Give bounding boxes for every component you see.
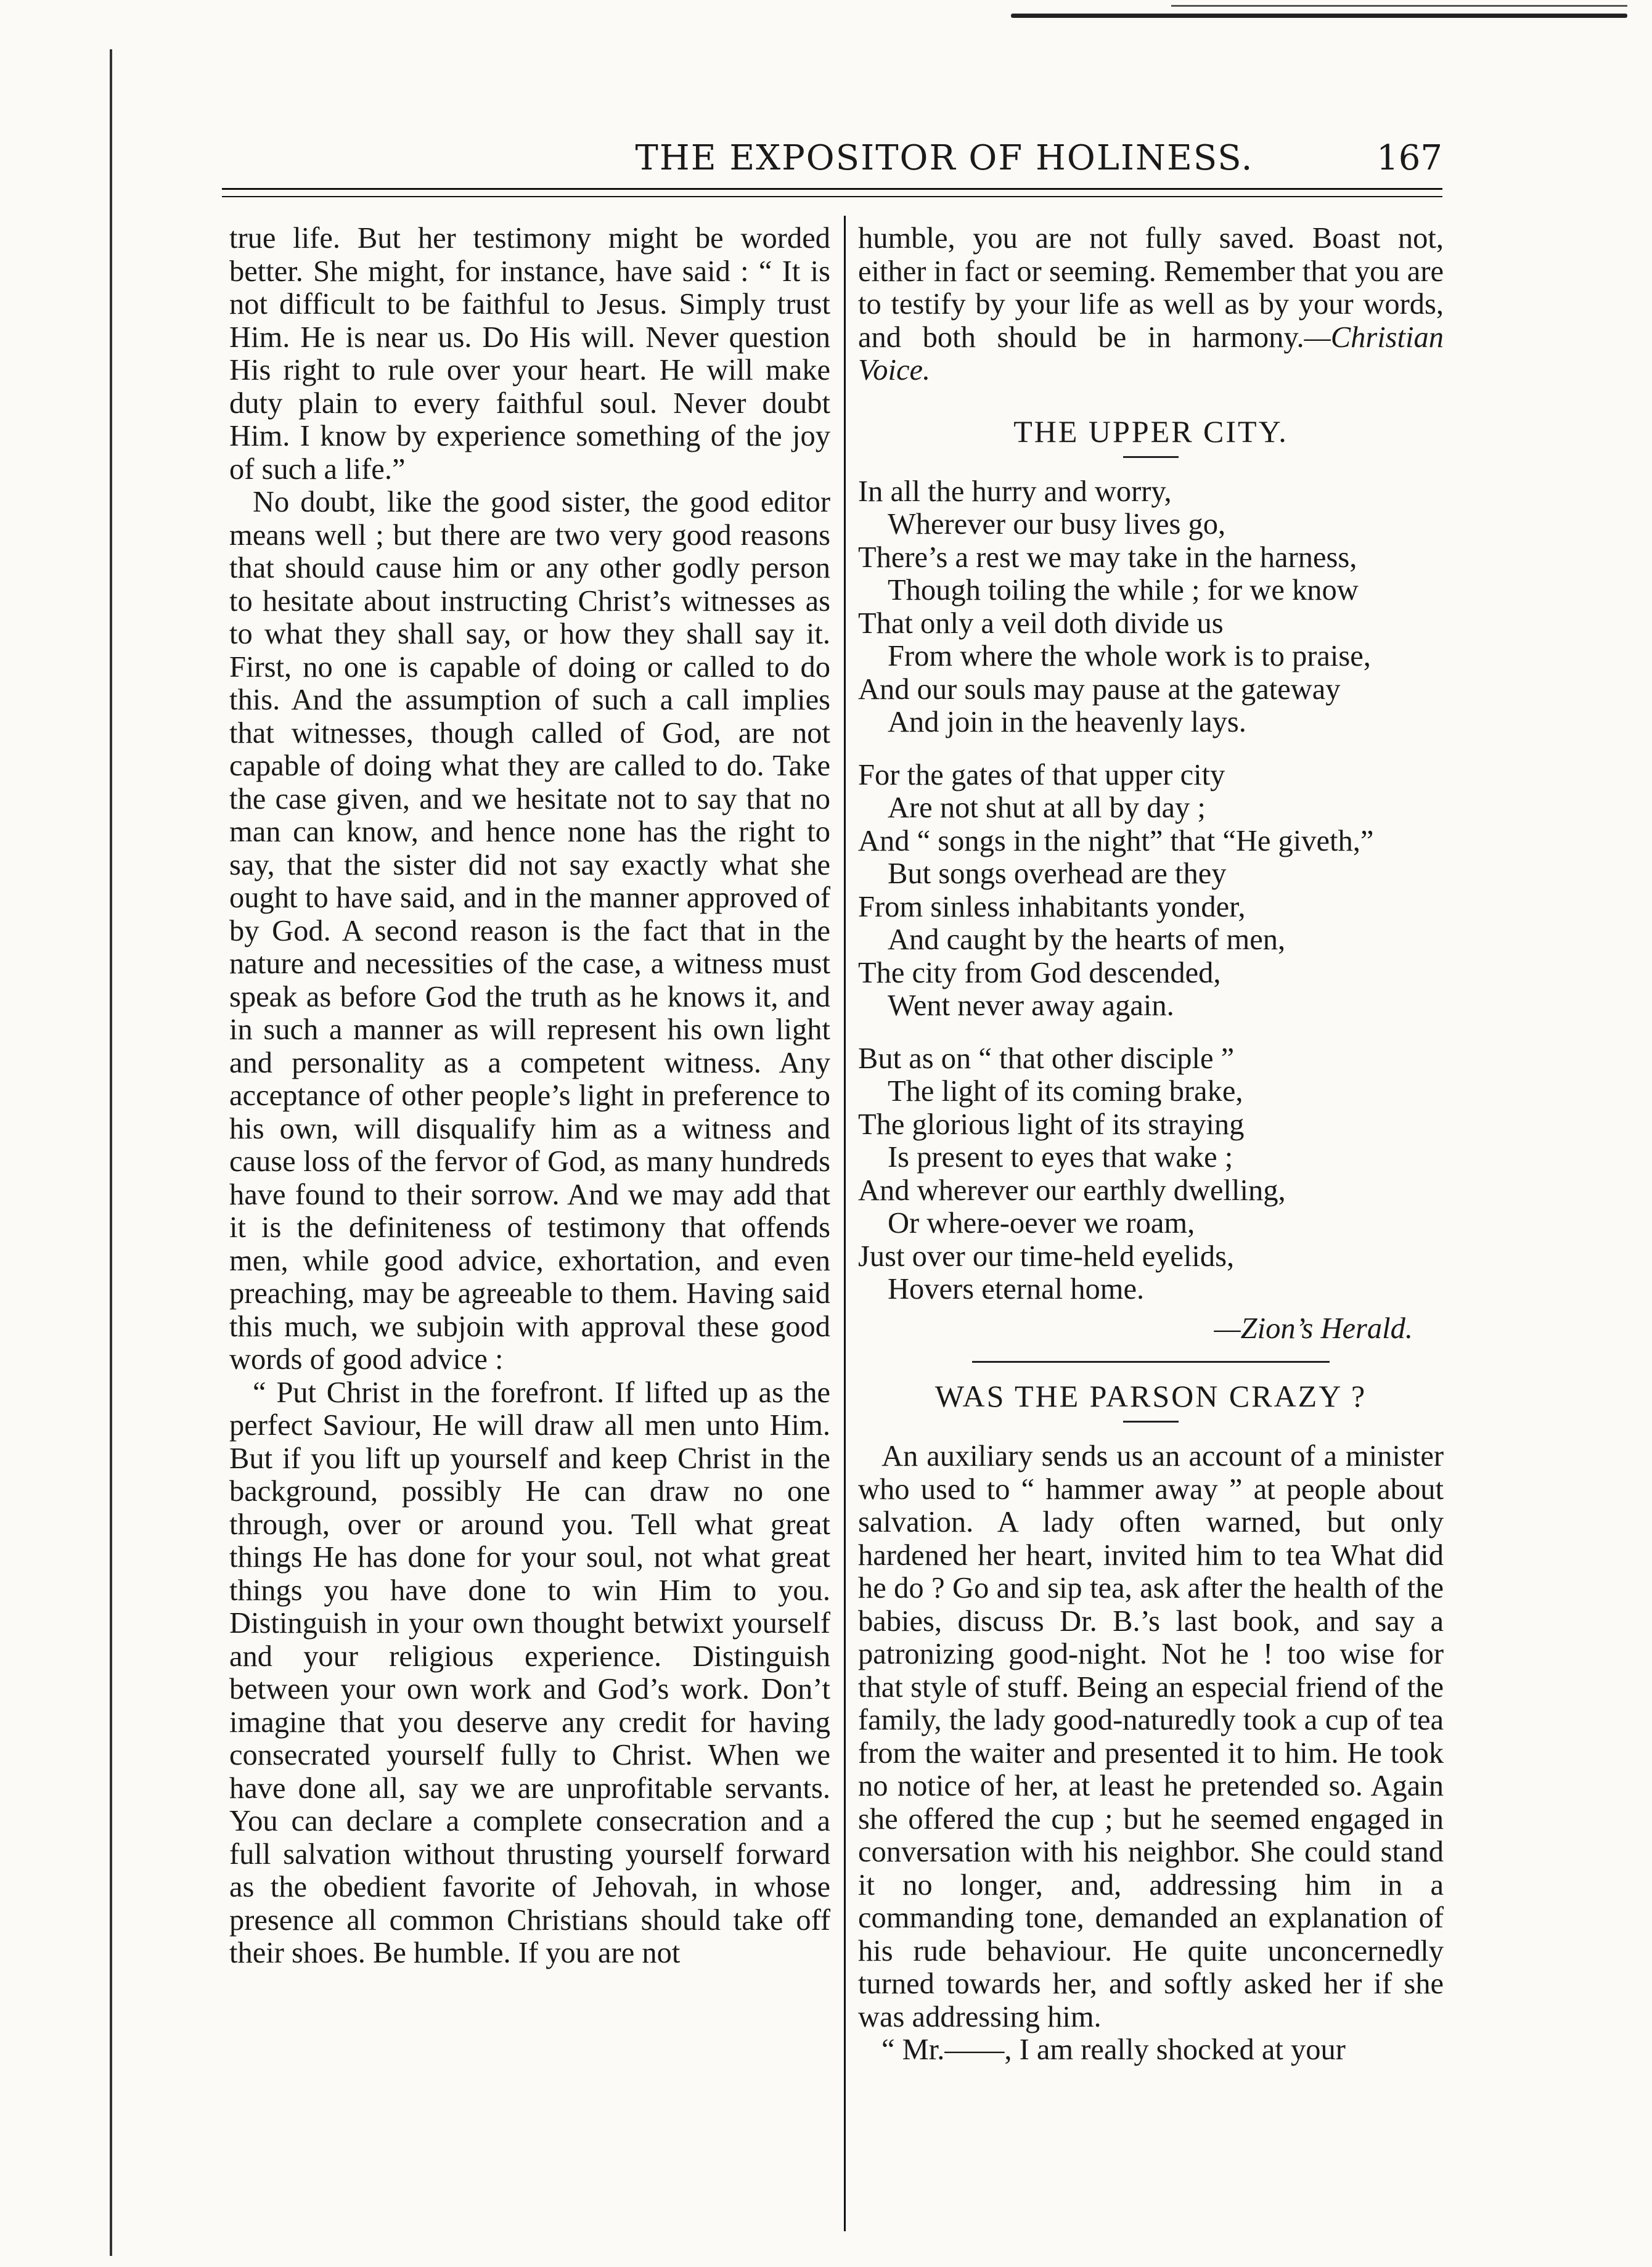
header-rule (222, 188, 1442, 190)
title-rule (1123, 1421, 1179, 1423)
verse-line: But songs overhead are they (888, 857, 1227, 890)
column-divider (844, 216, 846, 2231)
stanza (858, 759, 1444, 1023)
verse-line: But as on “ that other disciple ” (858, 1042, 1235, 1075)
verse-line: And “ songs in the night” that “He giveth,” (858, 824, 1374, 857)
verse-line: For the gates of that upper city (858, 758, 1225, 791)
running-title: THE EXPOSITOR OF HOLINESS. (635, 138, 1254, 178)
paragraph: “ Mr.——, I am really shocked at your (881, 2033, 1346, 2066)
right-column (858, 222, 1444, 2067)
source-credit: —Christian Voice. (858, 321, 1444, 386)
verse-line: And our souls may pause at the gateway (858, 672, 1341, 706)
section-separator (972, 1361, 1330, 1363)
verse-line: Wherever our busy lives go, (888, 508, 1226, 541)
verse-line: Hovers eternal home. (888, 1273, 1145, 1305)
title-rule (1123, 456, 1179, 458)
verse-line: Are not shut at all by day ; (888, 791, 1206, 824)
poem-title: THE UPPER CITY. (1013, 414, 1288, 449)
verse-line: That only a veil doth divide us (858, 607, 1224, 640)
continuation-text: humble, you are not fully saved. Boast not, either in fact or seeming. Remember that you are to testify by your life as well as by your words, and both should be in harmony. (858, 222, 1444, 354)
verse-line: And wherever our earthly dwelling, (858, 1174, 1286, 1207)
page-header (222, 123, 1442, 185)
verse-line: And join in the heavenly lays. (888, 706, 1246, 738)
poem-attribution: —Zion’s Herald. (1214, 1312, 1413, 1345)
verse-line: In all the hurry and worry, (858, 475, 1172, 508)
header-rule-double (222, 196, 1442, 197)
verse-line: The city from God descended, (858, 956, 1221, 989)
stanza (858, 1042, 1444, 1306)
poem (858, 475, 1444, 1346)
verse-line: Though toiling the while ; for we know (888, 574, 1359, 607)
paragraph: “ Put Christ in the forefront. If lifted up as the perfect Saviour, He will draw all men unto Him. But if you lift up yourself and keep Christ in the background, possibly He can draw no one through, over or around you. Tell what great things He has done for your soul, not what great things you have done to win Him to you. Distinguish in your own thought betwixt yourself and your religious experience. Distinguish between your own work and God’s work. Don’t imagine that you deserve any credit for having consecrated yourself fully to Christ. When we have done all, say we are unprofitable servants. You can declare a complete consecration and a full salvation without thrusting yourself forward as the obedient favorite of Jehovah, in whose presence all common Christians should take off their shoes. Be humble. If you are not (229, 1376, 830, 1969)
verse-line: Is present to eyes that wake ; (888, 1141, 1233, 1174)
binding-edge-line (110, 49, 112, 2256)
top-edge-rule-bold (1011, 14, 1627, 18)
verse-line: From sinless inhabitants yonder, (858, 890, 1246, 923)
article-title: WAS THE PARSON CRAZY ? (934, 1379, 1367, 1413)
verse-line: The light of its coming brake, (888, 1075, 1243, 1108)
verse-line: Or where-oever we roam, (888, 1207, 1195, 1240)
verse-line: And caught by the hearts of men, (888, 923, 1286, 956)
continuation-paragraph (858, 222, 1444, 387)
verse-line: Went never away again. (888, 989, 1174, 1022)
verse-line: From where the whole work is to praise, (888, 640, 1371, 672)
page-number: 167 (1376, 138, 1442, 178)
stanza (858, 475, 1444, 739)
verse-line: Just over our time-held eyelids, (858, 1240, 1235, 1273)
paragraph: true life. But her testimony might be worded better. She might, for instance, have said : “ It is not difficult to be faithful to Jesus. Simply trust Him. He is near us. Do His will. Never question His right to rule over your heart. He will make duty plain to every faithful soul. Never doubt Him. I know by experience something of the joy of such a life.” (229, 222, 830, 486)
paragraph: An auxiliary sends us an account of a minister who used to “ hammer away ” at people about salvation. A lady often warned, but only hardened her heart, invited him to tea What did he do ? Go and sip tea, ask after the health of the babies, discuss Dr. B.’s last book, and say a patronizing good-night. Not he ! too wise for that style of stuff. Being an especial friend of the family, the lady good-naturedly took a cup of tea from the waiter and presented it to him. He took no notice of her, at least he pretended so. Again she offered the cup ; but he seemed engaged in conversation with his neighbor. She could stand it no longer, and, addressing him in a commanding tone, demanded an explanation of his rude behaviour. He quite unconcernedly turned towards her, and softly asked her if she was addressing him. (858, 1440, 1444, 2033)
verse-line: There’s a rest we may take in the harness, (858, 541, 1357, 574)
left-column (229, 222, 830, 1970)
verse-line: The glorious light of its straying (858, 1108, 1245, 1141)
top-edge-rule (1171, 5, 1627, 7)
paragraph: No doubt, like the good sister, the good editor means well ; but there are two very good reasons that should cause him or any other godly person to hesitate about instructing Christ’s witnesses as to what they shall say, or how they shall say it. First, no one is capable of doing or called to do this. And the assumption of such a call implies that witnesses, though called of God, are not capable of doing what they are called to do. Take the case given, and we hesitate not to say that no man can know, and hence none has the right to say, that the sister did not say exactly what she ought to have said, and in the manner approved of by God. A second reason is the fact that in the nature and necessities of the case, a witness must speak as before God the truth as he knows it, and in such a manner as will represent his own light and personality as a competent witness. Any acceptance of other people’s light in preference to his own, will disqualify him as a witness and cause loss of the fervor of God, as many hundreds have found to their sorrow. And we may add that it is the definiteness of testimony that offends men, while good advice, exhortation, and even preaching, may be agreeable to them. Having said this much, we subjoin with approval these good words of good advice : (229, 486, 830, 1376)
